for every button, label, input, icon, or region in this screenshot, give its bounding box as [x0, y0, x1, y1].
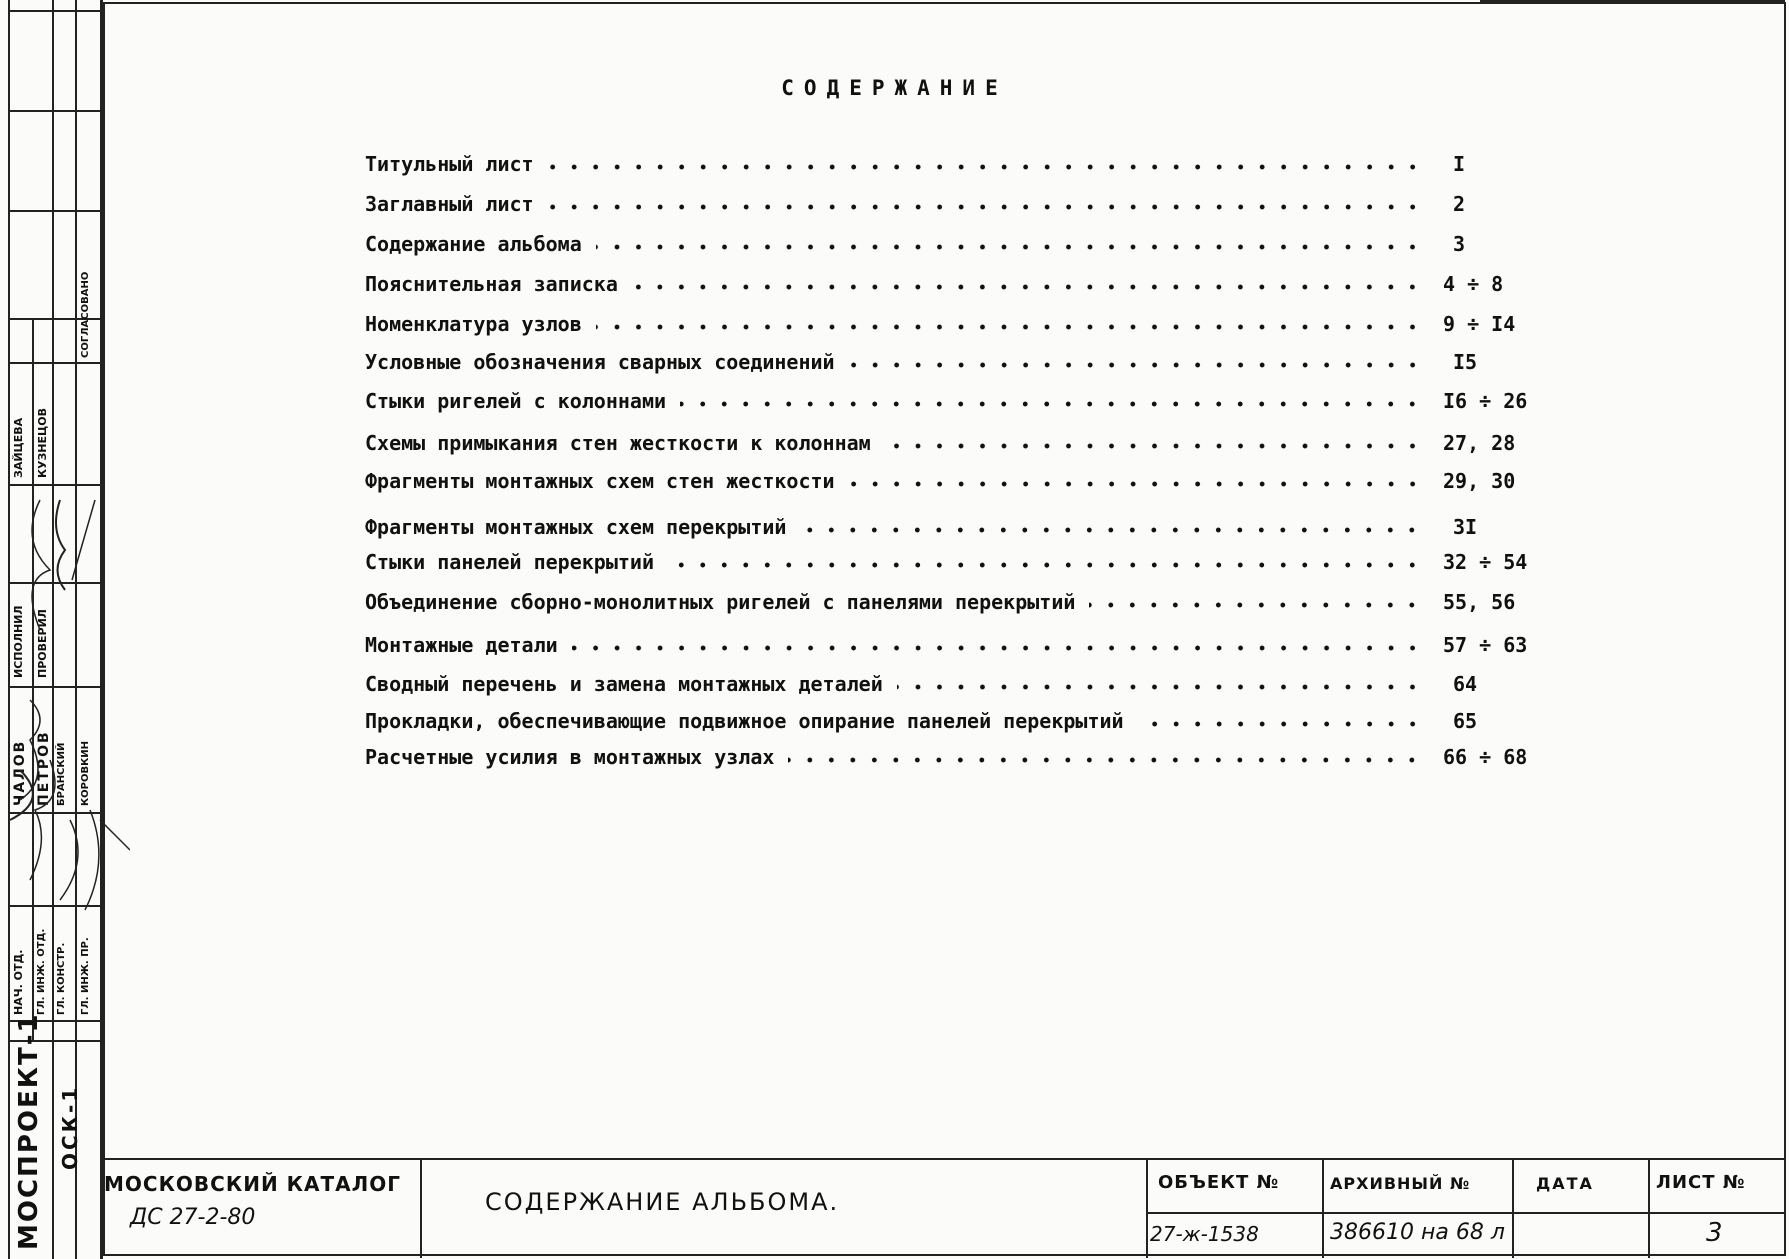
toc-row [365, 633, 1545, 663]
toc-label: Фрагменты монтажных схем стен жесткости [365, 469, 835, 493]
toc-label: Титульный лист [365, 152, 534, 176]
name-branskiy: БРАНСКИЙ [56, 742, 67, 806]
date-label: ДАТА [1536, 1174, 1594, 1193]
org-name: МОСПРОЕКТ-1 [14, 1012, 44, 1250]
toc-page-number: 9 ÷ I4 [1443, 312, 1516, 336]
toc-leader-dots [668, 552, 1423, 578]
toc-row [365, 515, 1545, 545]
role-chief-constr: ГЛ. КОНСТР. [56, 942, 67, 1015]
document-title: СОДЕРЖАНИЕ [781, 76, 1008, 100]
archive-value: 386610 на 68 л [1330, 1220, 1505, 1245]
toc-label: Расчетные усилия в монтажных узлах [365, 745, 775, 769]
toc-leader-dots [800, 517, 1423, 543]
toc-leader-dots [548, 194, 1423, 220]
toc-page-number: 4 ÷ 8 [1443, 272, 1504, 296]
toc-leader-dots [849, 352, 1423, 378]
toc-row [365, 550, 1545, 580]
toc-row [365, 672, 1545, 702]
toc-label: Прокладки, обеспечивающие подвижное опирание панелей перекрытий [365, 709, 1124, 733]
sheet-number: 3 [1706, 1218, 1723, 1248]
toc-label: Пояснительная записка [365, 272, 618, 296]
toc-leader-dots [548, 154, 1423, 180]
toc-label: Монтажные детали [365, 633, 558, 657]
toc-leader-dots [572, 635, 1423, 661]
checker-name: КУЗНЕЦОВ [36, 408, 49, 478]
toc-row [365, 312, 1545, 342]
toc-row [365, 152, 1545, 182]
toc-leader-dots [885, 433, 1423, 459]
toc-label: Условные обозначения сварных соединений [365, 350, 835, 374]
left-stamp [0, 0, 104, 1259]
toc-page-number: 27, 28 [1443, 431, 1516, 455]
toc-label: Стыки ригелей с колоннами [365, 389, 667, 413]
role-chief-eng-proj: ГЛ. ИНЖ. ПР. [80, 937, 91, 1015]
toc-row [365, 469, 1545, 499]
toc-label: Объединение сборно-монолитных ригелей с панелями перекрытий [365, 590, 1076, 614]
role-head-dept: НАЧ. ОТД. [12, 949, 25, 1015]
toc-page-number: 55, 56 [1443, 590, 1516, 614]
toc-row [365, 590, 1545, 620]
sheet-label: ЛИСТ № [1656, 1172, 1746, 1193]
toc-row [365, 350, 1545, 380]
name-petrov: ПЕТРОВ [36, 730, 52, 806]
toc-label: Фрагменты монтажных схем перекрытий [365, 515, 787, 539]
executor-role: ИСПОЛНИЛ [12, 605, 25, 678]
object-label: ОБЪЕКТ № [1158, 1172, 1280, 1193]
catalog-name: МОСКОВСКИЙ КАТАЛОГ [104, 1172, 401, 1196]
dept-name: ОСК-1 [58, 1084, 82, 1170]
toc-label: Содержание альбома [365, 232, 582, 256]
toc-leader-dots [632, 274, 1423, 300]
toc-page-number: 32 ÷ 54 [1443, 550, 1528, 574]
toc-leader-dots [680, 391, 1423, 417]
archive-label: АРХИВНЫЙ № [1330, 1174, 1471, 1193]
toc-leader-dots [1089, 592, 1423, 618]
toc-label: Номенклатура узлов [365, 312, 582, 336]
toc-page-number: 66 ÷ 68 [1443, 745, 1528, 769]
toc-row [365, 232, 1545, 262]
signatures [0, 480, 130, 1040]
name-korovkin: КОРОВКИН [80, 740, 91, 806]
toc-row [365, 431, 1545, 461]
toc-leader-dots [596, 234, 1423, 260]
toc-label: Заглавный лист [365, 192, 534, 216]
top-edge-line [1480, 0, 1785, 3]
toc-row [365, 272, 1545, 302]
toc-leader-dots [596, 314, 1423, 340]
toc-leader-dots [897, 674, 1423, 700]
toc-row [365, 745, 1545, 775]
name-chalov: ЧАЛОВ [12, 739, 28, 806]
toc-label: Схемы примыкания стен жесткости к колоннам [365, 431, 871, 455]
role-chief-eng-dept: ГЛ. ИНЖ. ОТД. [36, 928, 47, 1015]
toc-page-number: 57 ÷ 63 [1443, 633, 1528, 657]
toc-page-number: I [1453, 152, 1466, 176]
toc-page-number: 65 [1453, 709, 1478, 733]
toc-page-number: 3 [1453, 232, 1466, 256]
toc-row [365, 709, 1545, 739]
executor-name: ЗАЙЦЕВА [12, 417, 25, 478]
toc-page-number: 64 [1453, 672, 1478, 696]
toc-leader-dots [1138, 711, 1423, 737]
toc-leader-dots [849, 471, 1423, 497]
toc-label: Стыки панелей перекрытий [365, 550, 654, 574]
toc-page-number: 2 [1453, 192, 1466, 216]
toc-row [365, 192, 1545, 222]
toc-label: Сводный перечень и замена монтажных деталей [365, 672, 883, 696]
catalog-code: ДС 27-2-80 [130, 1205, 256, 1230]
toc-page-number: I5 [1453, 350, 1478, 374]
agreed-label: СОГЛАСОВАНО [80, 271, 91, 358]
toc-page-number: I6 ÷ 26 [1443, 389, 1528, 413]
page-frame [102, 2, 1786, 1256]
toc-leader-dots [788, 747, 1423, 773]
object-value: 27-ж-1538 [1150, 1222, 1259, 1246]
toc-row [365, 389, 1545, 419]
checker-role: ПРОВЕРИЛ [36, 609, 49, 678]
toc-page-number: 29, 30 [1443, 469, 1516, 493]
sheet-title: СОДЕРЖАНИЕ АЛЬБОМА. [485, 1188, 840, 1216]
toc-page-number: 3I [1453, 515, 1478, 539]
